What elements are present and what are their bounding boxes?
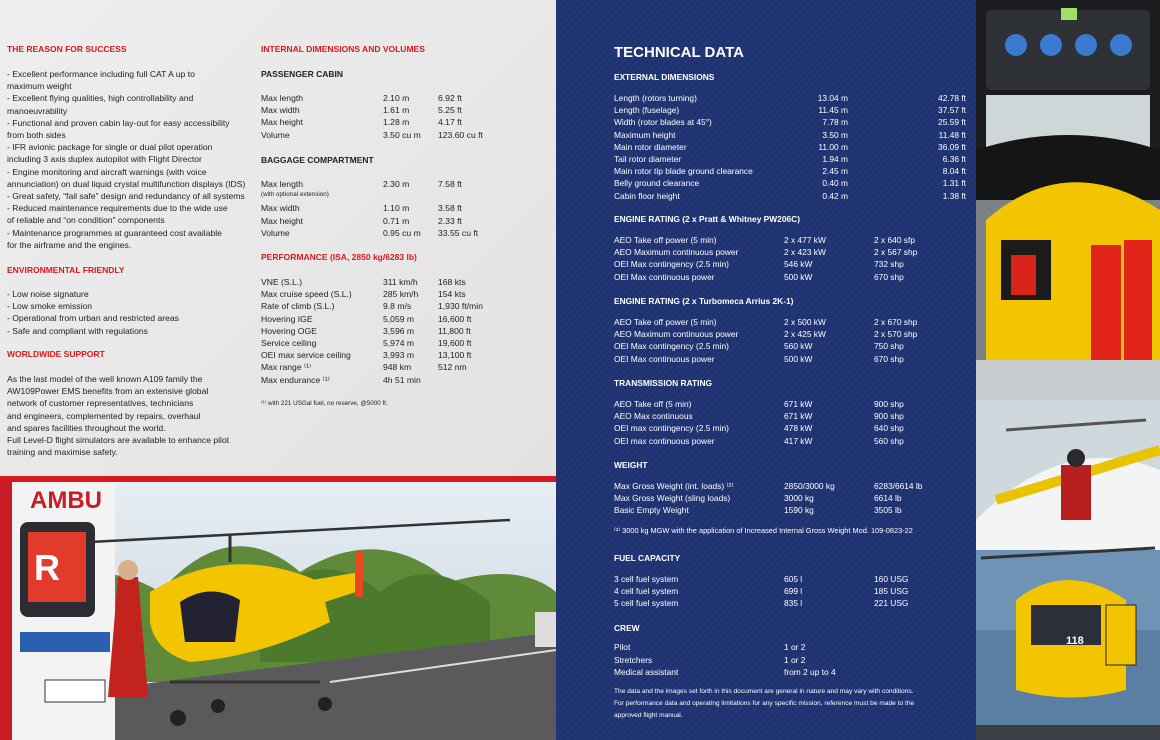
tech-metric: 13.04 m — [817, 93, 848, 103]
success-list — [7, 68, 257, 251]
tech-label: AEO Maximum continuous power — [614, 247, 739, 258]
spec-imperial: 11,800 ft — [438, 325, 471, 336]
spec-label: VNE (S.L.) — [261, 277, 303, 287]
spec-metric: 2.10 m — [383, 93, 410, 103]
tech-metric: 1590 kg — [784, 505, 814, 516]
spec-metric: 311 km/h — [383, 277, 418, 287]
tech-metric: 417 kW — [784, 435, 813, 446]
tech-label: Basic Empty Weight — [614, 505, 689, 516]
spec-metric: 5,059 m — [383, 313, 415, 324]
tech-metric: 671 kW — [784, 411, 813, 422]
tech-imperial: 6283/6614 lb — [874, 481, 923, 491]
spec-label: Max range ⁽¹⁾ — [261, 362, 312, 373]
tech-imperial: 2 x 670 shp — [874, 317, 918, 327]
tech-row — [614, 130, 964, 142]
spec-metric: 1.10 m — [383, 203, 410, 214]
tech-label: 4 cell fuel system — [614, 586, 679, 597]
tech-metric: 11.45 m — [818, 105, 848, 116]
spec-metric: 4h 51 min — [383, 374, 421, 385]
tech-row — [614, 598, 964, 610]
spec-imperial: 2.33 ft — [438, 215, 462, 226]
tech-imperial: 221 USG — [874, 598, 909, 609]
tech-imperial: 750 shp — [874, 341, 904, 352]
tech-metric: from 2 up to 4 — [784, 667, 836, 678]
spec-metric: 1.61 m — [383, 105, 410, 116]
spec-imperial: 168 kts — [438, 277, 466, 287]
environment-line: - Low noise signature — [7, 289, 89, 299]
tech-row — [614, 191, 964, 203]
success-line: - Excellent performance including full CAT A up to — [7, 69, 195, 79]
tech-imperial: 2 x 640 sfp — [874, 235, 915, 245]
tech-row — [614, 317, 964, 329]
left-text-panel — [0, 0, 556, 476]
tech-metric: 835 l — [784, 598, 803, 609]
tech-label: Stretchers — [614, 654, 653, 665]
success-heading: THE REASON FOR SUCCESS — [7, 44, 127, 54]
tech-metric: 3000 kg — [784, 493, 814, 504]
spec-label: OEI max service ceiling — [261, 350, 351, 361]
spec-row — [261, 130, 551, 142]
spec-label: Hovering IGE — [261, 313, 313, 324]
success-line: from both sides — [7, 130, 66, 141]
tech-metric: 7.78 m — [822, 117, 848, 128]
tech-section-heading: ENGINE RATING (2 x Turbomeca Arrius 2K-1) — [614, 296, 794, 306]
tech-imperial: 670 shp — [874, 353, 904, 364]
tech-metric: 3.50 m — [822, 129, 848, 140]
spec-metric: 948 km — [383, 362, 412, 373]
tech-label: AEO Take off (5 min) — [614, 399, 692, 409]
tech-metric: 2 x 500 kW — [784, 317, 826, 327]
tech-label: Length (fuselage) — [614, 105, 680, 116]
spec-metric: 0.71 m — [383, 215, 410, 226]
tech-row — [614, 642, 964, 654]
tech-imperial: 1.38 ft — [942, 190, 966, 201]
tech-metric: 478 kW — [784, 423, 813, 434]
internal-dimensions-heading: INTERNAL DIMENSIONS AND VOLUMES — [261, 44, 425, 54]
tech-label: 3 cell fuel system — [614, 574, 679, 584]
tech-imperial: 6.36 ft — [942, 154, 966, 164]
spec-label: Rate of climb (S.L.) — [261, 301, 335, 312]
technical-data-panel — [556, 0, 976, 740]
tech-row — [614, 341, 964, 353]
spec-metric: 1.28 m — [383, 117, 410, 128]
spec-imperial: 6.92 ft — [438, 93, 462, 103]
success-line: including 3 axis duplex autopilot with Flight Director — [7, 154, 202, 165]
disclaimer — [614, 686, 959, 722]
tech-label: 5 cell fuel system — [614, 598, 679, 609]
spec-row — [261, 216, 551, 228]
tech-row — [614, 93, 964, 105]
tech-label: Main rotor tip blade ground clearance — [614, 166, 753, 177]
passenger-cabin-heading: PASSENGER CABIN — [261, 69, 344, 79]
tech-metric: 500 kW — [784, 353, 813, 364]
spec-imperial: 1,930 ft/min — [438, 301, 483, 312]
svg-text:R: R — [34, 547, 60, 588]
tech-row — [614, 247, 964, 259]
tech-metric: 546 kW — [784, 259, 813, 270]
spec-label: Max height — [261, 117, 304, 128]
tech-label: AEO Take off power (5 min) — [614, 317, 717, 327]
disclaimer-line: The data and the images set forth in this document are general in nature and may vary with conditions. — [614, 688, 914, 695]
spec-imperial: 5.25 ft — [438, 105, 462, 116]
tech-row — [614, 423, 964, 435]
tech-label: OEI Max continuous power — [614, 271, 715, 282]
tech-row — [614, 329, 964, 341]
tech-label: OEI max continuous power — [614, 435, 715, 446]
spec-imperial: 123.60 cu ft — [438, 129, 483, 140]
tech-imperial: 732 shp — [874, 259, 904, 270]
tech-label: OEI Max contingency (2.5 min) — [614, 341, 729, 352]
tech-imperial: 3505 lb — [874, 505, 902, 516]
tech-label: Medical assistant — [614, 667, 679, 678]
spec-row — [261, 191, 551, 203]
tech-metric: 0.40 m — [822, 178, 848, 189]
performance-heading: PERFORMANCE (ISA, 2850 kg/6283 lb) — [261, 252, 417, 262]
success-line: - Engine monitoring and aircraft warnings (with voice — [7, 166, 207, 177]
photo-strip — [976, 0, 1160, 740]
weight-footnote: ⁽²⁾ 3000 kg MGW with the application of Increased Internal Gross Weight Mod. 109-0823-22 — [614, 526, 913, 535]
support-line: and spares facilities throughout the world. — [7, 422, 166, 433]
tech-row — [614, 105, 964, 117]
spec-metric: 3.50 cu m — [383, 129, 421, 140]
spec-imperial: 4.17 ft — [438, 117, 462, 128]
tech-row — [614, 178, 964, 190]
tech-imperial: 2 x 567 shp — [874, 247, 918, 258]
spec-label: Max width — [261, 203, 300, 214]
spec-row — [261, 338, 551, 350]
tech-metric: 1 or 2 — [784, 642, 806, 652]
spec-label: Volume — [261, 129, 290, 140]
tech-row — [614, 399, 964, 411]
tech-metric: 2.45 m — [822, 166, 848, 177]
spec-imperial: 512 nm — [438, 362, 467, 373]
spec-label: Service ceiling — [261, 338, 317, 348]
spec-imperial: 13,100 ft — [438, 350, 472, 361]
spec-metric: 2.30 m — [383, 179, 410, 189]
tech-label: Tail rotor diameter — [614, 154, 682, 164]
tech-imperial: 1.31 ft — [942, 178, 966, 189]
tech-row — [614, 436, 964, 448]
support-line: and engineers, complemented by repairs, overhaul — [7, 410, 201, 421]
tech-label: AEO Max continuous — [614, 411, 693, 422]
tech-imperial: 640 shp — [874, 423, 904, 434]
tech-label: Width (rotor blades at 45°) — [614, 117, 712, 128]
support-heading: WORLDWIDE SUPPORT — [7, 349, 105, 359]
success-line: annunciation) on dual liquid crystal multifunction displays (IDS) — [7, 178, 246, 189]
environment-line: - Safe and compliant with regulations — [7, 325, 148, 336]
tech-imperial: 160 USG — [874, 574, 909, 584]
tech-imperial: 6614 lb — [874, 493, 902, 504]
spec-label: Max endurance ⁽¹⁾ — [261, 374, 330, 385]
tech-row — [614, 505, 964, 517]
spec-imperial: 33.55 cu ft — [438, 227, 479, 238]
tech-label: Maximum height — [614, 129, 676, 140]
spec-label: Max length — [261, 179, 304, 189]
success-line: manoeuvrability — [7, 105, 68, 116]
spec-metric: 285 km/h — [383, 289, 419, 300]
disclaimer-line: For performance data and operating limitations for any specific mission, reference must be made to the — [614, 700, 915, 707]
tech-imperial: 560 shp — [874, 435, 904, 446]
spec-row — [261, 179, 551, 191]
tech-imperial: 2 x 570 shp — [874, 329, 918, 340]
baggage-heading: BAGGAGE COMPARTMENT — [261, 155, 374, 165]
success-line: - Reduced maintenance requirements due to the wide use — [7, 203, 228, 214]
tech-metric: 2 x 425 kW — [784, 329, 826, 340]
tech-imperial: 25.59 ft — [938, 117, 966, 128]
support-line: As the last model of the well known A109 family the — [7, 374, 203, 384]
tech-section-heading: EXTERNAL DIMENSIONS — [614, 72, 715, 82]
spec-imperial: 16,600 ft — [438, 313, 472, 324]
tech-label: Cabin floor height — [614, 190, 680, 201]
tech-section-heading: CREW — [614, 623, 640, 633]
support-line: AW109Power EMS benefits from an extensive global — [7, 386, 209, 397]
tech-label: Belly ground clearance — [614, 178, 700, 189]
tech-label: Max Gross Weight (sling loads) — [614, 493, 731, 504]
environment-line: - Low smoke emission — [7, 301, 93, 312]
tech-section-heading: FUEL CAPACITY — [614, 553, 681, 563]
tech-row — [614, 493, 964, 505]
spec-label: Max length — [261, 93, 304, 103]
ambulance-lettering: AMBU — [30, 487, 102, 514]
tech-section-heading: WEIGHT — [614, 460, 648, 470]
tech-metric: 1 or 2 — [784, 654, 806, 665]
tech-label: AEO Take off power (5 min) — [614, 235, 717, 245]
success-line: - Maintenance programmes at guaranteed cost available — [7, 227, 222, 238]
tech-metric: 500 kW — [784, 271, 813, 282]
environment-list — [7, 288, 257, 337]
tech-row — [614, 354, 964, 366]
spec-imperial: 154 kts — [438, 289, 466, 300]
spec-row — [261, 362, 551, 374]
performance-footnote: ⁽¹⁾ with 221 USGal fuel, no reserve, @5000 ft. — [261, 400, 388, 407]
tech-row — [614, 154, 964, 166]
spec-row — [261, 105, 551, 117]
technical-data-title: TECHNICAL DATA — [614, 44, 744, 61]
spec-imperial: 7.58 ft — [438, 179, 462, 189]
photo-strip-illustration — [976, 0, 1160, 740]
spec-imperial: 19,600 ft — [438, 338, 472, 348]
tech-metric: 671 kW — [784, 399, 813, 409]
ambulance-helicopter-photo — [0, 482, 556, 740]
tech-label: Max Gross Weight (int. loads) ⁽²⁾ — [614, 481, 734, 491]
spec-label: Volume — [261, 227, 290, 238]
spec-row — [261, 117, 551, 129]
tech-metric: 0.42 m — [822, 190, 848, 201]
tech-metric: 2 x 423 kW — [784, 247, 826, 258]
success-line: maximum weight — [7, 81, 72, 92]
tech-row — [614, 142, 964, 154]
tech-label: Main rotor diameter — [614, 141, 687, 152]
tech-row — [614, 667, 964, 679]
tech-label: OEI max contingency (2.5 min) — [614, 423, 729, 434]
spec-label: Max height — [261, 215, 304, 226]
tech-row — [614, 574, 964, 586]
spec-row — [261, 203, 551, 215]
tech-metric: 11.00 m — [818, 141, 848, 152]
success-line: - Great safety, “fail safe” design and redundancy of all systems — [7, 191, 245, 202]
tech-section-heading: ENGINE RATING (2 x Pratt & Whitney PW206C) — [614, 214, 800, 224]
tech-row — [614, 117, 964, 129]
spec-metric: 0.95 cu m — [383, 227, 421, 238]
support-line: training and maximise safety. — [7, 447, 118, 458]
success-line: - Functional and proven cabin lay-out for easy accessibility — [7, 117, 230, 128]
spec-row — [261, 326, 551, 338]
spec-imperial: 3.58 ft — [438, 203, 462, 214]
helicopter-number: 118 — [1066, 635, 1084, 647]
support-line: Full Level-D flight simulators are available to enhance pilot — [7, 435, 230, 446]
tech-metric: 699 l — [784, 586, 803, 597]
spec-label: Max cruise speed (S.L.) — [261, 289, 352, 300]
spec-row — [261, 277, 551, 289]
tech-metric: 605 l — [784, 574, 803, 584]
environment-heading: ENVIRONMENTAL FRIENDLY — [7, 265, 125, 275]
tech-imperial: 8.04 ft — [942, 166, 966, 177]
success-line: of reliable and “on condition” components — [7, 215, 165, 226]
tech-metric: 2850/3000 kg — [784, 481, 835, 491]
support-line: network of customer representatives, technicians — [7, 398, 194, 409]
spec-row — [261, 375, 551, 387]
tech-imperial: 36.09 ft — [938, 141, 966, 152]
spec-row — [261, 93, 551, 105]
success-line: - Excellent flying qualities, high controllability and — [7, 93, 194, 104]
tech-imperial: 185 USG — [874, 586, 909, 597]
success-line: for the airframe and the engines. — [7, 239, 132, 250]
spec-row — [261, 350, 551, 362]
spec-metric: 9.8 m/s — [383, 301, 412, 312]
spec-metric: 3,596 m — [383, 325, 415, 336]
spec-metric: 5,974 m — [383, 338, 415, 348]
tech-imperial: 37.57 ft — [938, 105, 966, 116]
tech-imperial: 900 shp — [874, 399, 904, 409]
tech-row — [614, 481, 964, 493]
environment-line: - Operational from urban and restricted areas — [7, 313, 179, 324]
tech-imperial: 11.48 ft — [938, 129, 966, 140]
tech-metric: 560 kW — [784, 341, 813, 352]
tech-metric: 2 x 477 kW — [784, 235, 826, 245]
spec-row — [261, 314, 551, 326]
tech-row — [614, 259, 964, 271]
tech-imperial: 900 shp — [874, 411, 904, 422]
tech-label: Pilot — [614, 642, 631, 652]
tech-label: OEI Max continuous power — [614, 353, 715, 364]
tech-row — [614, 411, 964, 423]
tech-label: OEI Max contingency (2.5 min) — [614, 259, 729, 270]
spec-metric: 3,993 m — [383, 350, 415, 361]
tech-imperial: 670 shp — [874, 271, 904, 282]
disclaimer-line: approved flight manual. — [614, 712, 683, 719]
tech-row — [614, 655, 964, 667]
spec-row — [261, 289, 551, 301]
ambulance-helicopter-illustration — [0, 482, 556, 740]
tech-row — [614, 586, 964, 598]
tech-row — [614, 235, 964, 247]
spec-row — [261, 301, 551, 313]
spec-row — [261, 228, 551, 240]
tech-row — [614, 272, 964, 284]
spec-label: (with optional extension) — [261, 191, 329, 199]
tech-label: AEO Maximum continuous power — [614, 329, 739, 340]
tech-section-heading: TRANSMISSION RATING — [614, 378, 713, 388]
tech-metric: 1.94 m — [822, 154, 848, 164]
tech-imperial: 42.78 ft — [938, 93, 966, 103]
success-line: - IFR avionic package for single or dual pilot operation — [7, 142, 213, 153]
tech-row — [614, 166, 964, 178]
support-text — [7, 373, 257, 458]
spec-label: Hovering OGE — [261, 325, 317, 336]
tech-label: Length (rotors turning) — [614, 93, 697, 103]
spec-label: Max width — [261, 105, 300, 116]
